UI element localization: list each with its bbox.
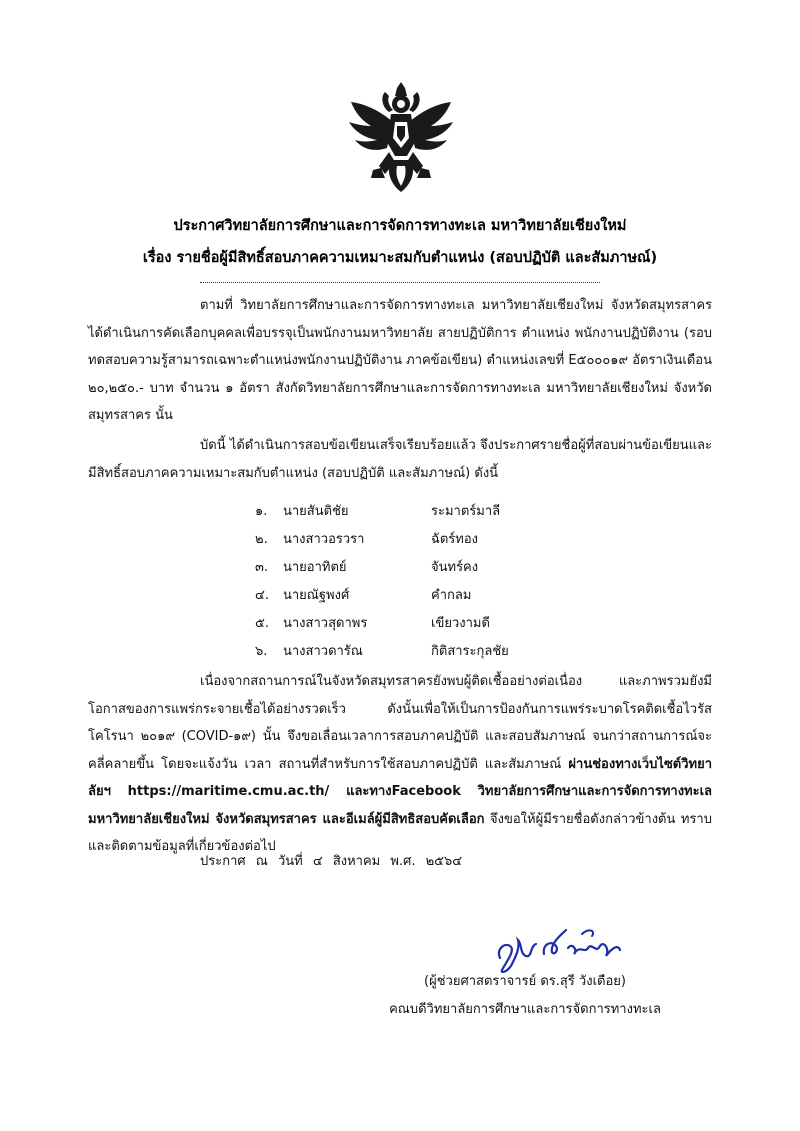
- list-item: [255, 610, 615, 638]
- candidate-surname: คำกลม: [431, 588, 472, 603]
- candidate-number: ๔.: [255, 588, 269, 603]
- list-item: [255, 554, 615, 582]
- signer-title: คณบดีวิทยาลัยการศึกษาและการจัดการทางทะเล: [389, 1002, 661, 1017]
- candidate-number: ๖.: [255, 644, 268, 659]
- paragraph-3-contact-channels: ผ่านช่องทางเว็บไซต์วิทยาลัยฯ https://maritime.cmu.ac.th/ และทางFacebook วิทยาลัยการศึกษาและการจัดการทางทะเล มหาวิทยาลัยเชียงใหม่ จังหวัดสมุทรสาคร และอีเมล์ผู้มีสิทธิสอบคัดเลือก: [88, 756, 712, 827]
- signer-name: (ผู้ช่วยศาสตราจารย์ ดร.สุรี วังเตือย): [424, 974, 626, 989]
- dotted-divider: [200, 282, 600, 283]
- paragraph-1: [88, 292, 712, 430]
- candidate-name: นายอาทิตย์: [283, 560, 347, 575]
- candidate-surname: จันทร์คง: [431, 560, 479, 575]
- candidate-number: ๓.: [255, 560, 269, 575]
- list-item: [255, 638, 615, 666]
- candidate-number: ๒.: [255, 532, 268, 547]
- candidate-surname: เขียวงามดี: [431, 616, 490, 631]
- garuda-emblem-icon: [345, 82, 457, 194]
- candidate-surname: ฉัตร์ทอง: [431, 532, 479, 547]
- candidate-name: นางสาวอรวรา: [283, 532, 365, 547]
- candidate-surname: กิติสาระกุลชัย: [431, 644, 509, 659]
- paragraph-1-text: ตามที่ วิทยาลัยการศึกษาและการจัดการทางทะเล มหาวิทยาลัยเชียงใหม่ จังหวัดสมุทรสาคร ได้ดำเนินการคัดเลือกบุคคลเพื่อบรรจุเป็นพนักงานมหาวิทยาลัย สายปฏิบัติการ ตำแหน่ง พนักงานปฏิบัติงาน (รอบทดสอบความรู้สามารถเฉพาะตำแหน่งพนักงานปฏิบัติงาน ภาคข้อเขียน) ตำแหน่งเลขที่ E๕๐๐๐๑๙ อัตราเงินเดือน ๒๐,๒๕๐.- บาท จำนวน ๑ อัตรา สังกัดวิทยาลัยการศึกษาและการจัดการทางทะเล มหาวิทยาลัยเชียงใหม่ จังหวัดสมุทรสาคร นั้น: [88, 298, 712, 423]
- paragraph-3-part-2: จึงขอให้ผู้มีรายชื่อดังกล่าวข้างต้น ทราบและติดตามข้อมูลที่เกี่ยวข้องต่อไป: [88, 811, 712, 854]
- candidate-name: นายสันติชัย: [283, 504, 349, 519]
- paragraph-2: [88, 432, 712, 487]
- candidate-number: ๑.: [255, 504, 268, 519]
- candidate-number: ๕.: [255, 616, 269, 631]
- paragraph-2-text: บัดนี้ ได้ดำเนินการสอบข้อเขียนเสร็จเรียบร้อยแล้ว จึงประกาศรายชื่อผู้ที่สอบผ่านข้อเขียนและมีสิทธิ์สอบภาคความเหมาะสมกับตำแหน่ง (สอบปฏิบัติ และสัมภาษณ์) ดังนี้: [88, 438, 712, 481]
- list-item: [255, 526, 615, 554]
- paragraph-3-part-1: เนื่องจากสถานการณ์ในจังหวัดสมุทรสาครยังพบผู้ติดเชื้ออย่างต่อเนื่อง และภาพรวมยังมีโอกาสของการแพร่กระจายเชื้อได้อย่างรวดเร็ว ดังนั้นเพื่อให้เป็นการป้องกันการแพร่ระบาดโรคติดเชื้อไวรัสโคโรนา ๒๐๑๙ (COVID-๑๙) นั้น จึงขอเลื่อนเวลาการสอบภาคปฏิบัติ และสอบสัมภาษณ์ จนกว่าสถานการณ์จะคลี่คลายขึ้น โดยจะแจ้งวัน เวลา สถานที่สำหรับการใช้สอบภาคปฏิบัติ และสัมภาษณ์: [88, 674, 712, 772]
- title-line-1: ประกาศวิทยาลัยการศึกษาและการจัดการทางทะเล มหาวิทยาลัยเชียงใหม่: [173, 218, 627, 234]
- handwritten-signature-icon: [492, 920, 626, 976]
- title-line-2: เรื่อง รายชื่อผู้มีสิทธิ์สอบภาคความเหมาะสมกับตำแหน่ง (สอบปฏิบัติ และสัมภาษณ์): [142, 250, 658, 266]
- list-item: [255, 582, 615, 610]
- paragraph-3-text: [88, 668, 712, 861]
- candidate-surname: ระมาตร์มาลี: [431, 504, 501, 519]
- candidate-name: นายณัฐพงศ์: [283, 588, 350, 603]
- paragraph-3: [88, 668, 712, 861]
- candidate-name: นางสาวสุดาพร: [283, 616, 368, 631]
- announce-date: ประกาศ ณ วันที่ ๔ สิงหาคม พ.ศ. ๒๕๖๔: [200, 854, 463, 869]
- candidate-list: [255, 498, 615, 666]
- candidate-name: นางสาวดารัณ: [283, 644, 363, 659]
- list-item: [255, 498, 615, 526]
